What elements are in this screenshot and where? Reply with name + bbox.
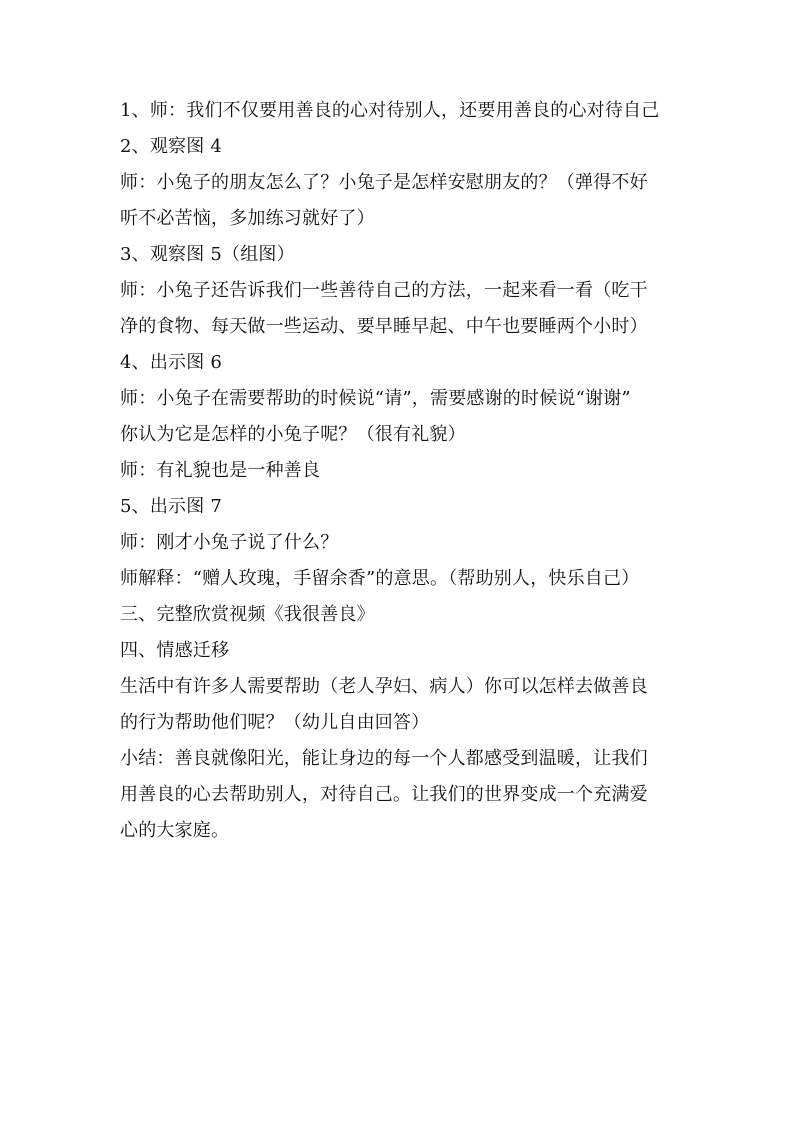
text-line: 的行为帮助他们呢？（幼儿自由回答） bbox=[120, 712, 430, 733]
text-line: 4、出示图 6 bbox=[120, 352, 223, 373]
text-line: 师：小兔子的朋友怎么了？小兔子是怎样安慰朋友的？（弹得不好 bbox=[120, 172, 648, 193]
text-line: 师：小兔子在需要帮助的时候说“请”，需要感谢的时候说“谢谢” bbox=[120, 388, 631, 409]
text-line: 心的大家庭。 bbox=[120, 820, 230, 841]
text-line: 师：有礼貌也是一种善良 bbox=[120, 460, 321, 481]
text-line: 师：刚才小兔子说了什么？ bbox=[120, 532, 339, 553]
text-line: 生活中有许多人需要帮助（老人孕妇、病人）你可以怎样去做善良 bbox=[120, 676, 648, 697]
document-body bbox=[120, 93, 680, 849]
text-line: 四、情感迁移 bbox=[120, 640, 230, 661]
text-line: 用善良的心去帮助别人，对待自己。让我们的世界变成一个充满爱 bbox=[120, 784, 648, 805]
text-line: 师：小兔子还告诉我们一些善待自己的方法，一起来看一看（吃干 bbox=[120, 280, 648, 301]
text-line: 三、完整欣赏视频《我很善良》 bbox=[120, 604, 375, 625]
text-line: 你认为它是怎样的小兔子呢？（很有礼貌） bbox=[120, 424, 466, 445]
text-line: 小结：善良就像阳光，能让身边的每一个人都感受到温暖，让我们 bbox=[120, 748, 648, 769]
text-line: 听不必苦恼，多加练习就好了） bbox=[120, 208, 375, 229]
text-line: 师解释：“赠人玫瑰，手留余香”的意思。（帮助别人，快乐自己） bbox=[120, 568, 640, 589]
text-line: 2、观察图 4 bbox=[120, 136, 223, 157]
text-line: 3、观察图 5（组图） bbox=[120, 244, 295, 265]
text-line: 5、出示图 7 bbox=[120, 496, 223, 517]
text-line: 1、师：我们不仅要用善良的心对待别人，还要用善良的心对待自己 bbox=[120, 100, 660, 121]
text-line: 净的食物、每天做一些运动、要早睡早起、中午也要睡两个小时） bbox=[120, 316, 648, 337]
